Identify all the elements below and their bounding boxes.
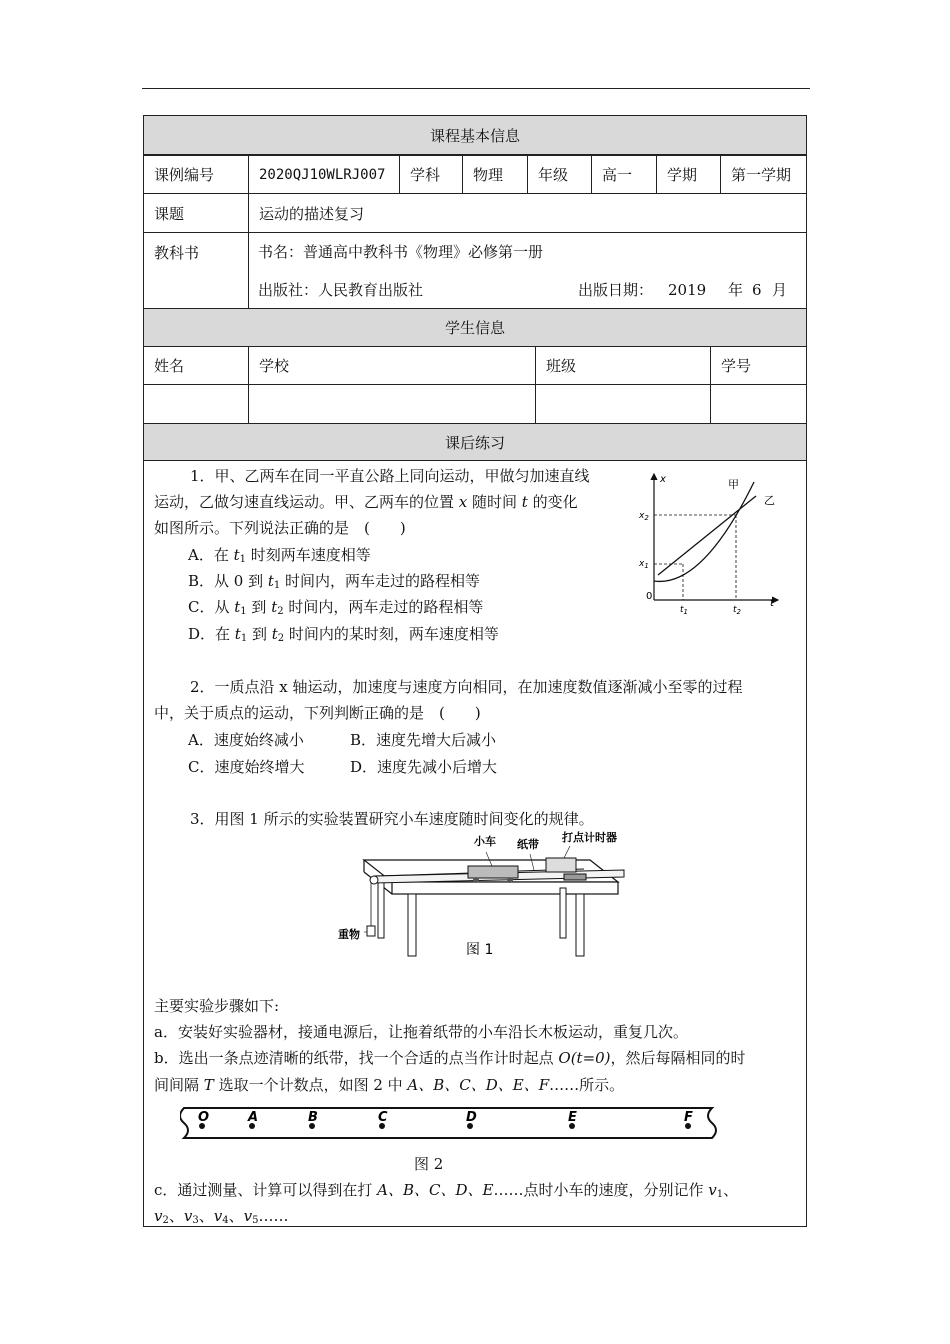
graph-x-axis-label: t (770, 598, 774, 609)
graph-line-yi (658, 496, 756, 575)
tape-label-C: C (378, 1110, 388, 1125)
q1-line3: 如图所示。下列说法正确的是 ( ) (154, 519, 406, 537)
tape-label-E: E (568, 1110, 577, 1125)
q1-c-pre: C．从 (188, 598, 235, 616)
q1-c-post: 时间内，两车走过的路程相等 (283, 598, 484, 616)
q1-d-pre: D．在 (188, 625, 235, 643)
table-leg-bl (378, 882, 384, 938)
v-sep-1: 、 (168, 1207, 184, 1225)
step-b2-mid: 选取一个计数点，如图 2 中 (213, 1076, 408, 1094)
step-b1-post: ，然后每隔相同的时 (610, 1049, 746, 1067)
q1-option-d (188, 621, 499, 652)
q2-option-b: B．速度先增大后减小 (350, 731, 497, 749)
publisher: 出版社：人民教育出版社 (258, 281, 424, 299)
timer-base (564, 874, 586, 880)
step-c1-points: A、B、C、D、E (377, 1181, 494, 1199)
q2-option-d: D．速度先减小后增大 (350, 758, 498, 776)
student-info-header: 学生信息 (143, 308, 807, 347)
step-c2-end: …… (258, 1207, 289, 1225)
class-field[interactable] (535, 384, 711, 424)
graph-x1-label: $x_1$ (639, 559, 649, 570)
case-no-value: 2020QJ10WLRJ007 (248, 155, 400, 194)
case-no-label: 课例编号 (143, 155, 249, 194)
v3: v (183, 1207, 193, 1225)
name-field[interactable] (143, 384, 249, 424)
q1-a-var: t (233, 546, 240, 564)
graph-t1-label: $t_1$ (680, 605, 688, 616)
fig2-caption: 图 2 (414, 1155, 444, 1173)
q1-d-post: 时间内的某时刻，两车速度相等 (284, 625, 499, 643)
q1-b-sub: 1 (273, 580, 281, 591)
q1-c-sub2: 2 (277, 606, 284, 617)
pub-year-unit: 年 (728, 281, 744, 299)
textbook-label (143, 232, 249, 309)
course-info-header: 课程基本信息 (143, 115, 807, 155)
q1-d-mid: 到 (247, 625, 272, 643)
q1-line1: 1．甲、乙两车在同一平直公路上同向运动，甲做匀加速直线 (190, 467, 590, 485)
step-b2-post: ……所示。 (549, 1076, 625, 1094)
pub-year: 2019 (668, 281, 707, 299)
step-c1-v1-sub: 1 (716, 1189, 724, 1200)
term-value: 第一学期 (720, 155, 807, 194)
fig1-weight-label: 重物 (338, 928, 360, 941)
q1-d-sub: 1 (240, 633, 248, 644)
q3-fig2-tape (180, 1102, 720, 1144)
q1-line2 (154, 489, 578, 515)
subject-value: 物理 (462, 155, 528, 194)
step-b2-T: T (203, 1076, 214, 1094)
q1-c-mid: 到 (246, 598, 272, 616)
topic-value: 运动的描述复习 (248, 193, 807, 233)
v2-sub: 2 (162, 1215, 169, 1226)
step-b1-O: O (558, 1049, 571, 1067)
q1-b-pre: B．从 0 到 (188, 572, 268, 590)
name-label: 姓名 (143, 346, 249, 385)
q3-step-b-line1 (154, 1045, 746, 1071)
q1-line2b: 随时间 (467, 493, 522, 511)
v4-sub: 4 (222, 1215, 229, 1226)
step-b2-pre: 间间隔 (154, 1076, 204, 1094)
cart-wheel-2 (507, 877, 513, 883)
q1-b-var: t (267, 572, 274, 590)
step-b1-pre: b．选出一条点迹清晰的纸带，找一个合适的点当作计时起点 (154, 1049, 559, 1067)
exercises-header: 课后练习 (143, 423, 807, 461)
topic-label: 课题 (143, 193, 249, 233)
q1-c-var: t (234, 598, 241, 616)
q1-d-var2: t (271, 625, 278, 643)
step-b2-points: A、B、C、D、E、F (407, 1076, 550, 1094)
page-top-rule (142, 88, 810, 89)
graph-label-yi: 乙 (764, 494, 775, 507)
q3-step-c-line2 (154, 1203, 288, 1234)
v4: v (213, 1207, 223, 1225)
step-c1-v1: v (708, 1181, 717, 1199)
cart (468, 866, 518, 878)
q1-c-var2: t (271, 598, 278, 616)
table-leg-fl (408, 894, 416, 956)
q3-step-b-line2 (154, 1072, 624, 1098)
v2: v (154, 1207, 163, 1225)
q1-line2c: 的变化 (527, 493, 578, 511)
term-label: 学期 (656, 155, 721, 194)
step-c1-pre: c．通过测量、计算可以得到在打 (154, 1181, 378, 1199)
graph-label-jia: 甲 (728, 478, 739, 491)
q2-option-c: C．速度始终增大 (188, 758, 305, 776)
tape-label-B: B (308, 1110, 318, 1125)
school-label: 学校 (248, 346, 536, 385)
q3-fig1-apparatus (334, 830, 630, 980)
pub-date-label: 出版日期： (578, 281, 654, 299)
pub-month: 6 (752, 281, 762, 299)
q3-steps-title: 主要实验步骤如下: (154, 997, 280, 1015)
v5: v (243, 1207, 253, 1225)
q1-d-sub2: 2 (277, 633, 285, 644)
q2-option-a: A．速度始终减小 (188, 731, 304, 749)
table-leg-fr (576, 894, 584, 956)
q1-var-x: x (458, 493, 468, 511)
step-c1-post: ……点时小车的速度，分别记作 (493, 1181, 709, 1199)
student-id-label: 学号 (710, 346, 807, 385)
fig1-tape-label: 纸带 (517, 838, 539, 851)
subject-label: 学科 (399, 155, 463, 194)
timer-pointer (564, 846, 570, 858)
timer-box (546, 858, 576, 872)
q1-line2a: 运动，乙做匀速直线运动。甲、乙两车的位置 (154, 493, 459, 511)
student-id-field[interactable] (710, 384, 807, 424)
v-sep-2: 、 (198, 1207, 214, 1225)
q1-a-post: 时刻两车速度相等 (246, 546, 371, 564)
q1-b-post: 时间内，两车走过的路程相等 (280, 572, 481, 590)
table-leg-br (560, 888, 566, 938)
book-name: 书名：普通高中教科书《物理》必修第一册 (258, 243, 544, 261)
tape-label-D: D (466, 1110, 477, 1125)
fig1-cart-label: 小车 (474, 835, 496, 848)
q1-a-pre: A．在 (188, 546, 234, 564)
table-front (392, 882, 618, 894)
fig1-timer-label: 打点计时器 (562, 831, 617, 844)
q2-line2: 中，关于质点的运动，下列判断正确的是 ( ) (154, 704, 481, 722)
tape-outline (180, 1108, 716, 1138)
step-b1-t: (t=0) (570, 1049, 611, 1067)
q1-var-t: t (521, 493, 528, 511)
tape-label-A: A (248, 1110, 259, 1125)
q3-step-a: a．安装好实验器材，接通电源后，让拖着纸带的小车沿长木板运动，重复几次。 (154, 1023, 688, 1041)
step-c1-end: 、 (723, 1181, 739, 1199)
v3-sub: 3 (192, 1215, 199, 1226)
tape-label-F: F (684, 1110, 693, 1125)
textbook-label-text: 教科书 (154, 244, 200, 262)
v5-sub: 5 (252, 1215, 259, 1226)
grade-label: 年级 (527, 155, 592, 194)
q1-c-sub: 1 (240, 606, 247, 617)
class-label: 班级 (535, 346, 711, 385)
pub-month-unit: 月 (772, 281, 788, 299)
graph-x2-label: $x_2$ (639, 511, 649, 522)
tape-label-O: O (198, 1110, 210, 1125)
hanging-weight (367, 926, 375, 936)
school-field[interactable] (248, 384, 536, 424)
cart-wheel-1 (473, 877, 479, 883)
fig1-caption: 图 1 (466, 942, 494, 958)
graph-t2-label: $t_2$ (733, 605, 741, 616)
graph-y-axis-label: x (660, 474, 666, 485)
q1-a-sub: 1 (239, 554, 247, 565)
graph-origin-label: 0 (646, 591, 653, 602)
v-sep-3: 、 (228, 1207, 244, 1225)
q2-line1: 2．一质点沿 x 轴运动，加速度与速度方向相同，在加速度数值逐渐减小至零的过程 (190, 678, 743, 696)
grade-value: 高一 (591, 155, 657, 194)
q1-d-var: t (234, 625, 241, 643)
q3-line1: 3．用图 1 所示的实验装置研究小车速度随时间变化的规律。 (190, 810, 594, 828)
q1-position-time-graph (630, 468, 790, 618)
